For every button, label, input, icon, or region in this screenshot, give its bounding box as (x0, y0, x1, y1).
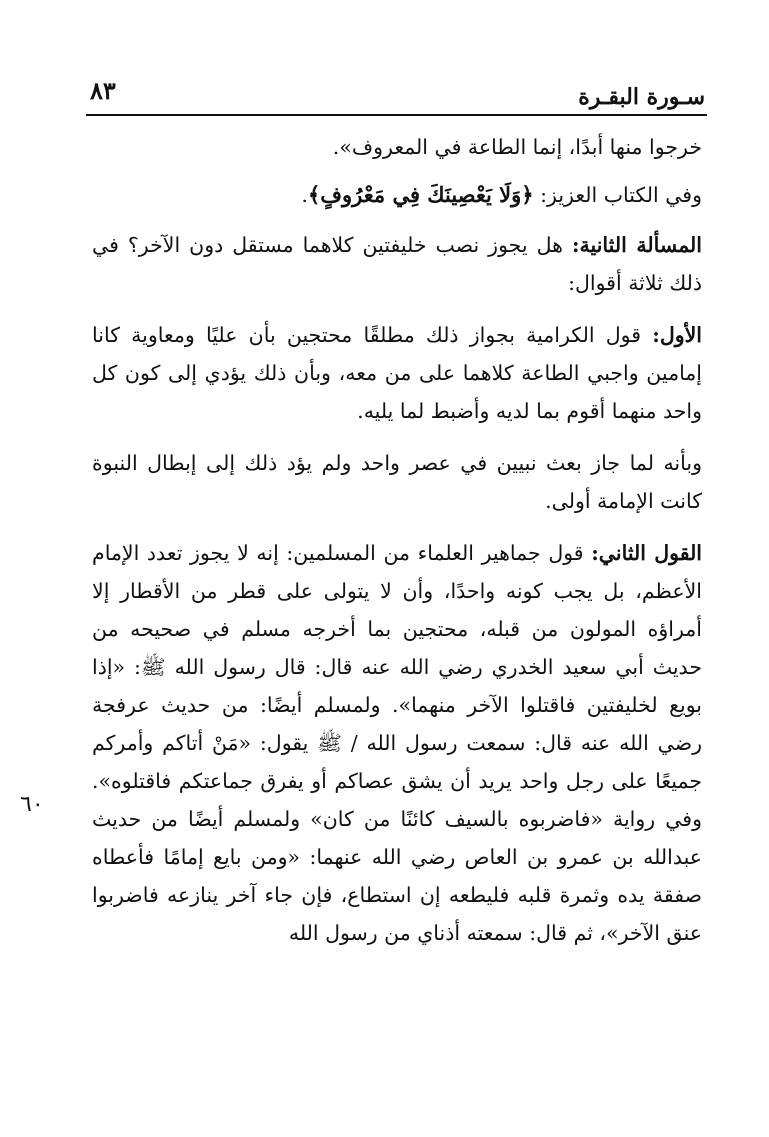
quran-verse: ﴿وَلَا يَعْصِينَكَ فِي مَعْرُوفٍ﴾ (307, 182, 534, 207)
main-text (92, 128, 702, 952)
paragraph-2 (92, 176, 702, 214)
paragraph-6-text: قول جماهير العلماء من المسلمين: إنه لا يجوز تعدد الإمام الأعظم، بل يجب كونه واحدًا، وأن لا يتولى على قطر من الأقطار إلا أمراؤه المولون من قبله، محتجين بما أخرجه مسلم في صحيحه من حديث أبي سعيد الخدري رضي الله عنه قال: قال رسول الله ﷺ: «إذا بويع لخليفتين فاقتلوا الآخر منهما». ولمسلم أيضًا: من حديث عرفجة رضي الله عنه قال: سمعت رسول الله / ﷺ يقول: «مَنْ أتاكم وأمركم جميعًا على رجل واحد يريد أن يشق عصاكم أو يفرق جماعتكم فاقتلوه». وفي رواية «فاضربوه بالسيف كائنًا من كان» ولمسلم أيضًا من حديث عبدالله بن عمرو بن العاص رضي الله عنهما: «ومن بايع إمامًا فأعطاه صفقة يده وثمرة قلبه فليطعه إن استطاع، فإن جاء آخر ينازعه فاضربوا عنق الآخر»، ثم قال: سمعته أذناي من رسول الله (92, 541, 702, 945)
paragraph-5-text: وبأنه لما جاز بعث نبيين في عصر واحد ولم يؤد ذلك إلى إبطال النبوة كانت الإمامة أولى. (92, 451, 702, 513)
paragraph-3-text: هل يجوز نصب خليفتين كلاهما مستقل دون الآخر؟ في ذلك ثلاثة أقوال: (92, 233, 702, 295)
first-opinion-label: الأول: (652, 323, 702, 347)
running-header (86, 74, 707, 116)
paragraph-3 (92, 226, 702, 302)
chapter-title: سـورة البقـرة (578, 84, 705, 110)
issue-two-label: المسألة الثانية: (571, 233, 702, 257)
paragraph-6 (92, 534, 702, 952)
second-opinion-label: القول الثاني: (591, 541, 703, 565)
paragraph-1-text: خرجوا منها أبدًا، إنما الطاعة في المعروف». (332, 135, 702, 159)
paragraph-2-end: . (301, 183, 308, 207)
paragraph-4-text: قول الكرامية بجواز ذلك مطلقًا محتجين بأن عليًا ومعاوية كانا إمامين واجبي الطاعة كلاهما على من معه، وبأن ذلك يؤدي إلى كون كل واحد منهما أقوم بما لديه وأضبط لما يليه. (92, 323, 702, 423)
original-page-marker: ٦٠ (20, 792, 44, 817)
paragraph-1 (92, 128, 702, 166)
page-number: ٨٣ (90, 76, 116, 105)
paragraph-2-intro: وفي الكتاب العزيز: (533, 183, 702, 207)
paragraph-5 (92, 444, 702, 520)
paragraph-4 (92, 316, 702, 430)
